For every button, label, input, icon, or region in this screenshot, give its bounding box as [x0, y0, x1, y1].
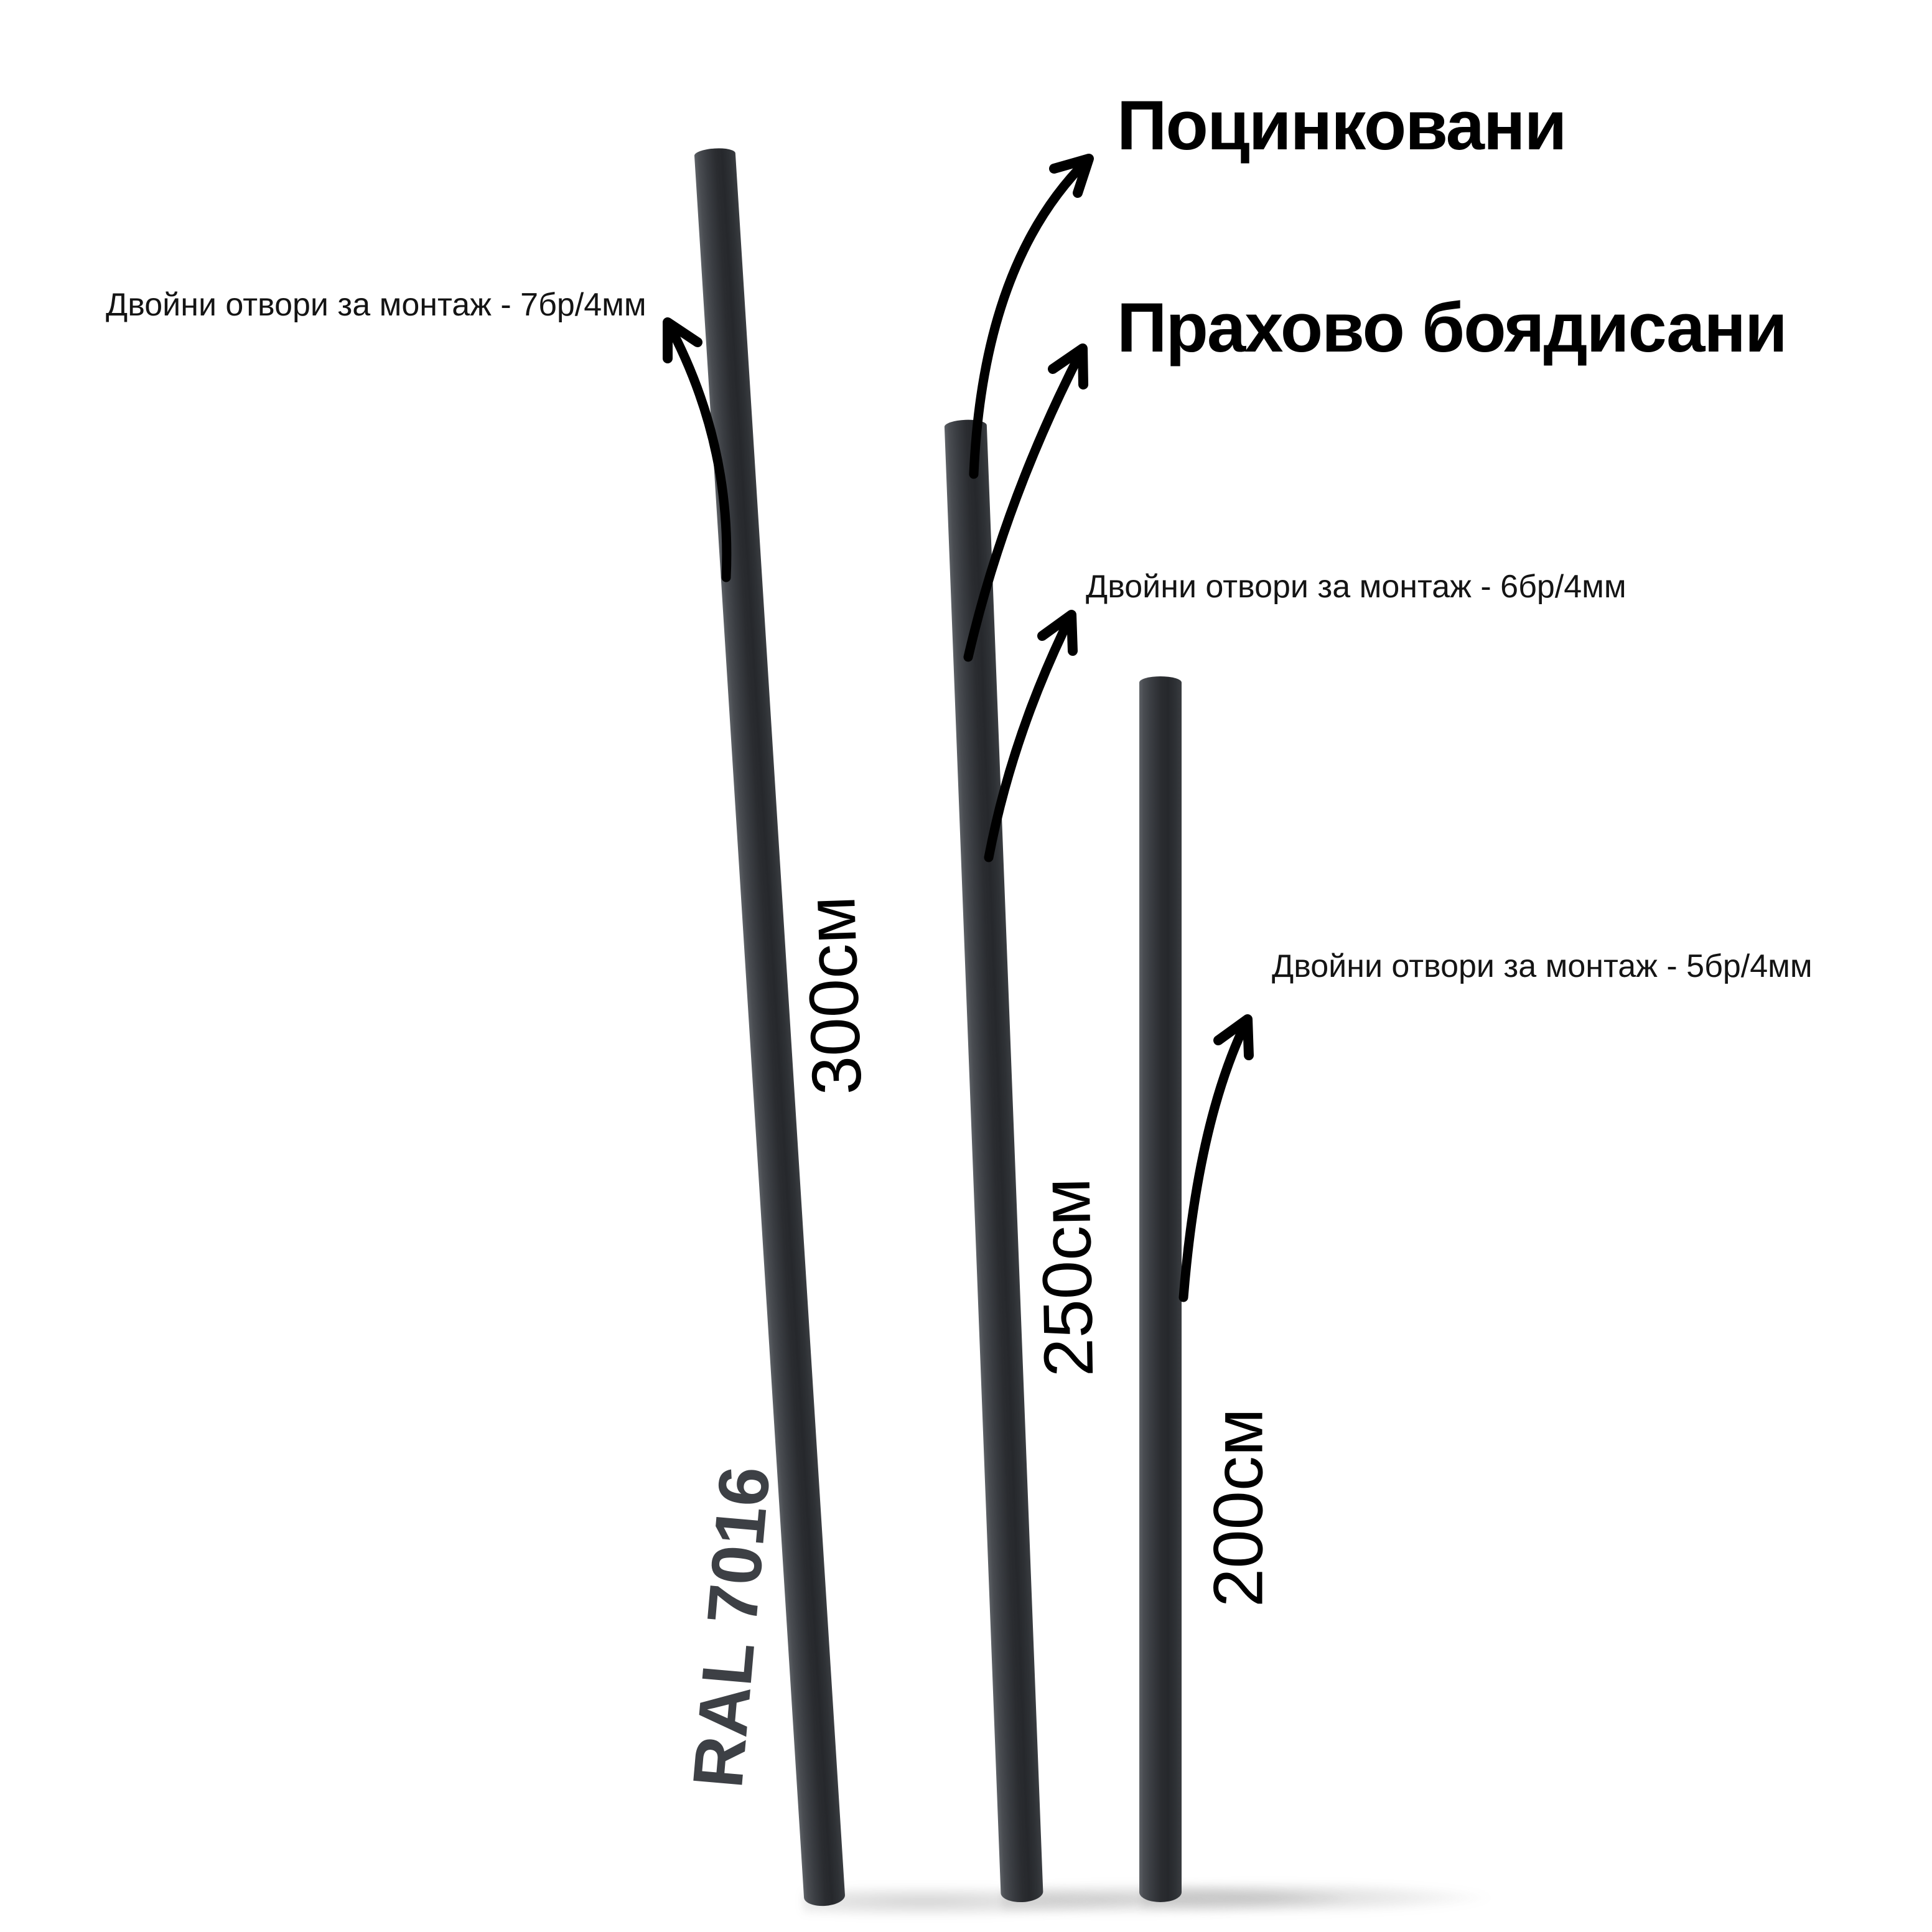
heading-galvanized: Поцинковани: [1117, 86, 1566, 164]
mount-holes-label-250: Двойни отвори за монтаж - 6бр/4мм: [1086, 569, 1626, 605]
ral-color-label: RAL 7016: [678, 1463, 785, 1791]
curved-arrow-icon: [1183, 1019, 1249, 1297]
curved-arrow-icon: [974, 159, 1089, 474]
heading-powder-coated: Прахово боядисани: [1117, 289, 1786, 366]
curved-arrow-icon: [989, 615, 1073, 857]
size-label-300cm: 300см: [791, 894, 877, 1097]
size-label-250cm: 250см: [1026, 1177, 1108, 1378]
mount-holes-label-300: Двойни отвори за монтаж - 7бр/4мм: [106, 287, 646, 323]
curved-arrow-icon: [668, 322, 727, 577]
mount-holes-label-200: Двойни отвори за монтаж - 5бр/4мм: [1272, 948, 1813, 984]
size-label-200cm: 200см: [1199, 1408, 1277, 1607]
